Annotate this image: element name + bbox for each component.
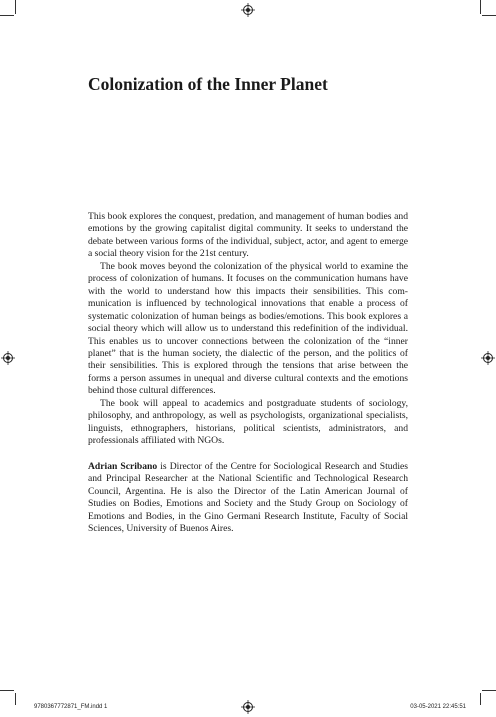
- print-slug-file: 9780367772871_FM.indd 1: [34, 704, 108, 710]
- registration-mark-right-icon: [481, 351, 495, 365]
- author-bio-paragraph: [88, 461, 408, 536]
- crop-mark-bottom-left-v: [15, 693, 16, 705]
- print-slug-datetime: 03-05-2021 22:45:51: [410, 704, 466, 710]
- registration-mark-top-icon: [241, 3, 255, 17]
- crop-mark-top-right-h: [482, 15, 496, 16]
- book-description: [88, 211, 408, 448]
- description-paragraph-1: This book explores the conquest, predation, and management of human bodies and emotions by the growing capitalist digital community. It seeks to understand the debate between various forms of the individual, subject, actor, and agent to emerge a social theory vision for the 21st century.: [88, 211, 408, 260]
- crop-mark-top-right-v: [480, 0, 481, 14]
- page-title: Colonization of the Inner Planet: [88, 74, 328, 94]
- crop-mark-bottom-right-v: [480, 693, 481, 705]
- crop-mark-top-left-v: [15, 0, 16, 14]
- description-paragraph-2: The book moves beyond the colonization of the physical world to examine the process of colonization of humans. It focuses on the communication humans have with the world to understand how this impacts their sensibilities. This communication is influenced by technological innovations that enable a process of systematic colonization of human beings as bodies/emotions. This book explores a social theory which will allow us to understand this redefinition of the individual. This enables us to uncover connections between the colonization of the “inner planet” that is the human society, the dialectic of the person, and the politics of their sensibilities. This is explored through the tensions that arise between the forms a person assumes in unequal and diverse cultural contexts and the emotions behind those cultural differences.: [88, 260, 408, 397]
- crop-mark-bottom-left-h: [0, 690, 14, 691]
- registration-mark-left-icon: [1, 351, 15, 365]
- description-paragraph-3: The book will appeal to academics and postgraduate students of sociology, philosophy, and anthropology, as well as psychologists, organizational specialists, linguists, ethnographers, historians, political scientists, administrators, and professionals affiliated with NGOs.: [88, 397, 408, 447]
- crop-mark-bottom-right-h: [482, 690, 496, 691]
- registration-mark-bottom-icon: [241, 700, 255, 714]
- author-bio: [88, 461, 408, 536]
- author-bio-text: is Director of the Centre for Sociological Research and Studies and Principal Researcher at the National Scientific and Technological Research Council, Argentina. He is also the Director of the Latin American Journal of Studies on Bodies, Emotions and Society and the Study Group on Sociology of Emotions and Bodies, in the Gino Germani Research Institute, Faculty of Social Sciences, University of Buenos Aires.: [88, 461, 408, 535]
- author-name: Adrian Scribano: [88, 461, 158, 472]
- crop-mark-top-left-h: [0, 15, 14, 16]
